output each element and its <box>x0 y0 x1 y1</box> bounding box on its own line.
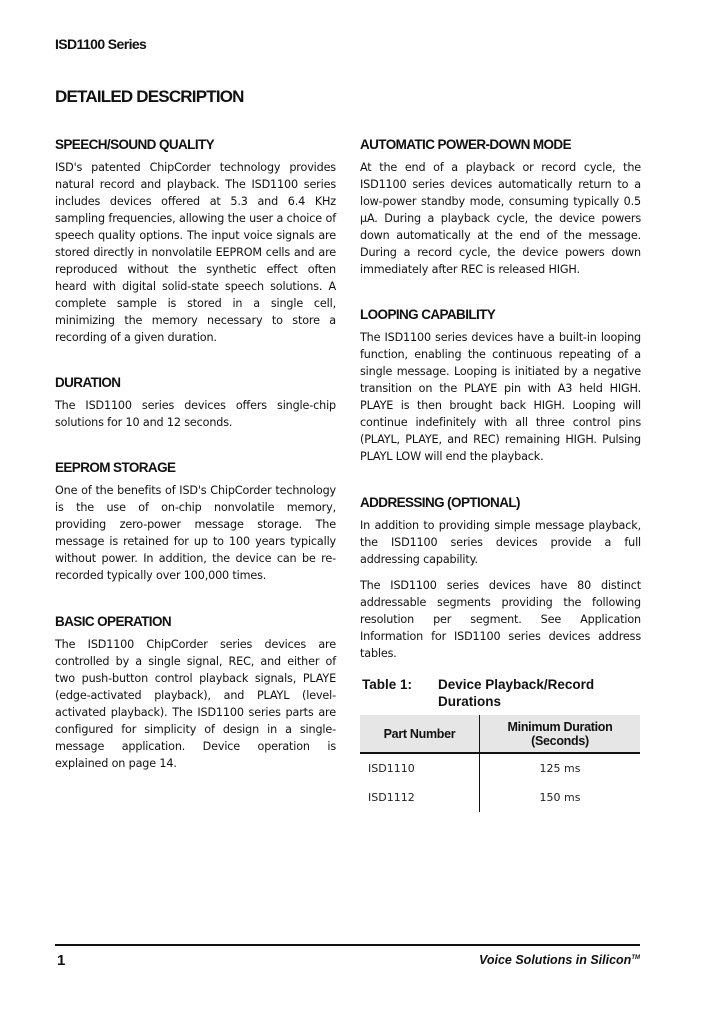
paragraph: The ISD1100 series devices have 80 distinct addressable segments providing the following resolution per segment. See Application Information for ISD1100 series devices address tables. <box>360 579 641 660</box>
footer-divider <box>55 944 640 946</box>
section-heading: LOOPING CAPABILITY <box>360 307 496 322</box>
section-looping <box>360 307 641 474</box>
section-heading: AUTOMATIC POWER-DOWN MODE <box>360 137 571 152</box>
paragraph: ISD's patented ChipCorder technology provides natural record and playback. The ISD1100 series includes devices offered at 5.3 and 6.4 KHz sampling frequencies, allowing the user a choice of speech quality options. The input voice signals are stored directly in nonvolatile EEPROM cells and are reproduced without the synthetic effect often heard with digital solid-state speech solutions. A complete sample is stored in a single cell, minimizing the memory necessary to store a recording of a given duration. <box>55 161 336 344</box>
section-heading: EEPROM STORAGE <box>55 460 176 475</box>
section-duration <box>55 375 336 440</box>
section-addressing <box>360 495 641 671</box>
paragraph: At the end of a playback or record cycle, the ISD1100 series devices automatically return to a low-power standby mode, consuming typically 0.5 µA. During a playback cycle, the device powers down automatically at the end of the message. During a record cycle, the device powers down immediately after REC is released HIGH. <box>360 161 641 276</box>
table-row <box>360 783 640 812</box>
slogan-text: Voice Solutions in Silicon <box>478 953 632 967</box>
trademark: TM <box>631 954 640 961</box>
paragraph: One of the benefits of ISD's ChipCorder technology is the use of on-chip nonvolatile memory, providing zero-power message storage. The message is retained for up to 100 years typically without power. In addition, the device can be re-recorded typically over 100,000 times. <box>55 484 336 582</box>
paragraph: The ISD1100 series devices have a built-in looping function, enabling the continuous repeating of a single message. Looping is initiated by a negative transition on the PLAYE pin with A3 held HIGH. PLAYE is then brought back HIGH. Looping will continue indefinitely with all three control pins (PLAYL, PLAYE, and REC) remaining HIGH. Pulsing PLAYL LOW will end the playback. <box>360 331 641 463</box>
section-eeprom-storage <box>55 460 336 593</box>
paragraph: The ISD1100 ChipCorder series devices are controlled by a single signal, REC, and either of two push-button control playback signals, PLAYE (edge-activated playback), and PLAYL (level-activated playback). The ISD1100 series parts are configured for simplicity of design in a single-message application. Device operation is explained on page 14. <box>55 638 336 770</box>
section-heading: SPEECH/SOUND QUALITY <box>55 137 215 152</box>
section-power-down <box>360 137 641 287</box>
paragraph: In addition to providing simple message playback, the ISD1100 series devices provide a full addressing capability. <box>360 519 641 566</box>
part-number-cell: ISD1112 <box>360 783 480 812</box>
column-header: Part Number <box>360 715 480 753</box>
section-heading: ADDRESSING (OPTIONAL) <box>360 495 520 510</box>
duration-cell: 125 ms <box>539 762 581 775</box>
duration-cell: 150 ms <box>539 791 581 804</box>
section-heading: DURATION <box>55 375 121 390</box>
footer-slogan <box>479 953 640 967</box>
table-caption <box>362 676 608 710</box>
part-number-cell: ISD1110 <box>360 753 480 783</box>
section-basic-operation <box>55 614 336 781</box>
paragraph: The ISD1100 series devices offers single-chip solutions for 10 and 12 seconds. <box>55 399 336 429</box>
running-header: ISD1100 Series <box>55 36 147 52</box>
table-row <box>360 753 640 783</box>
table-number: Table 1: <box>362 677 413 692</box>
column-header: Minimum Duration (Seconds) <box>480 715 641 753</box>
section-heading: BASIC OPERATION <box>55 614 172 629</box>
section-speech-quality <box>55 137 336 355</box>
table-title: Device Playback/Record Durations <box>438 677 595 709</box>
durations-table <box>360 715 640 812</box>
page-number: 1 <box>57 952 66 969</box>
page-title: DETAILED DESCRIPTION <box>55 87 244 106</box>
